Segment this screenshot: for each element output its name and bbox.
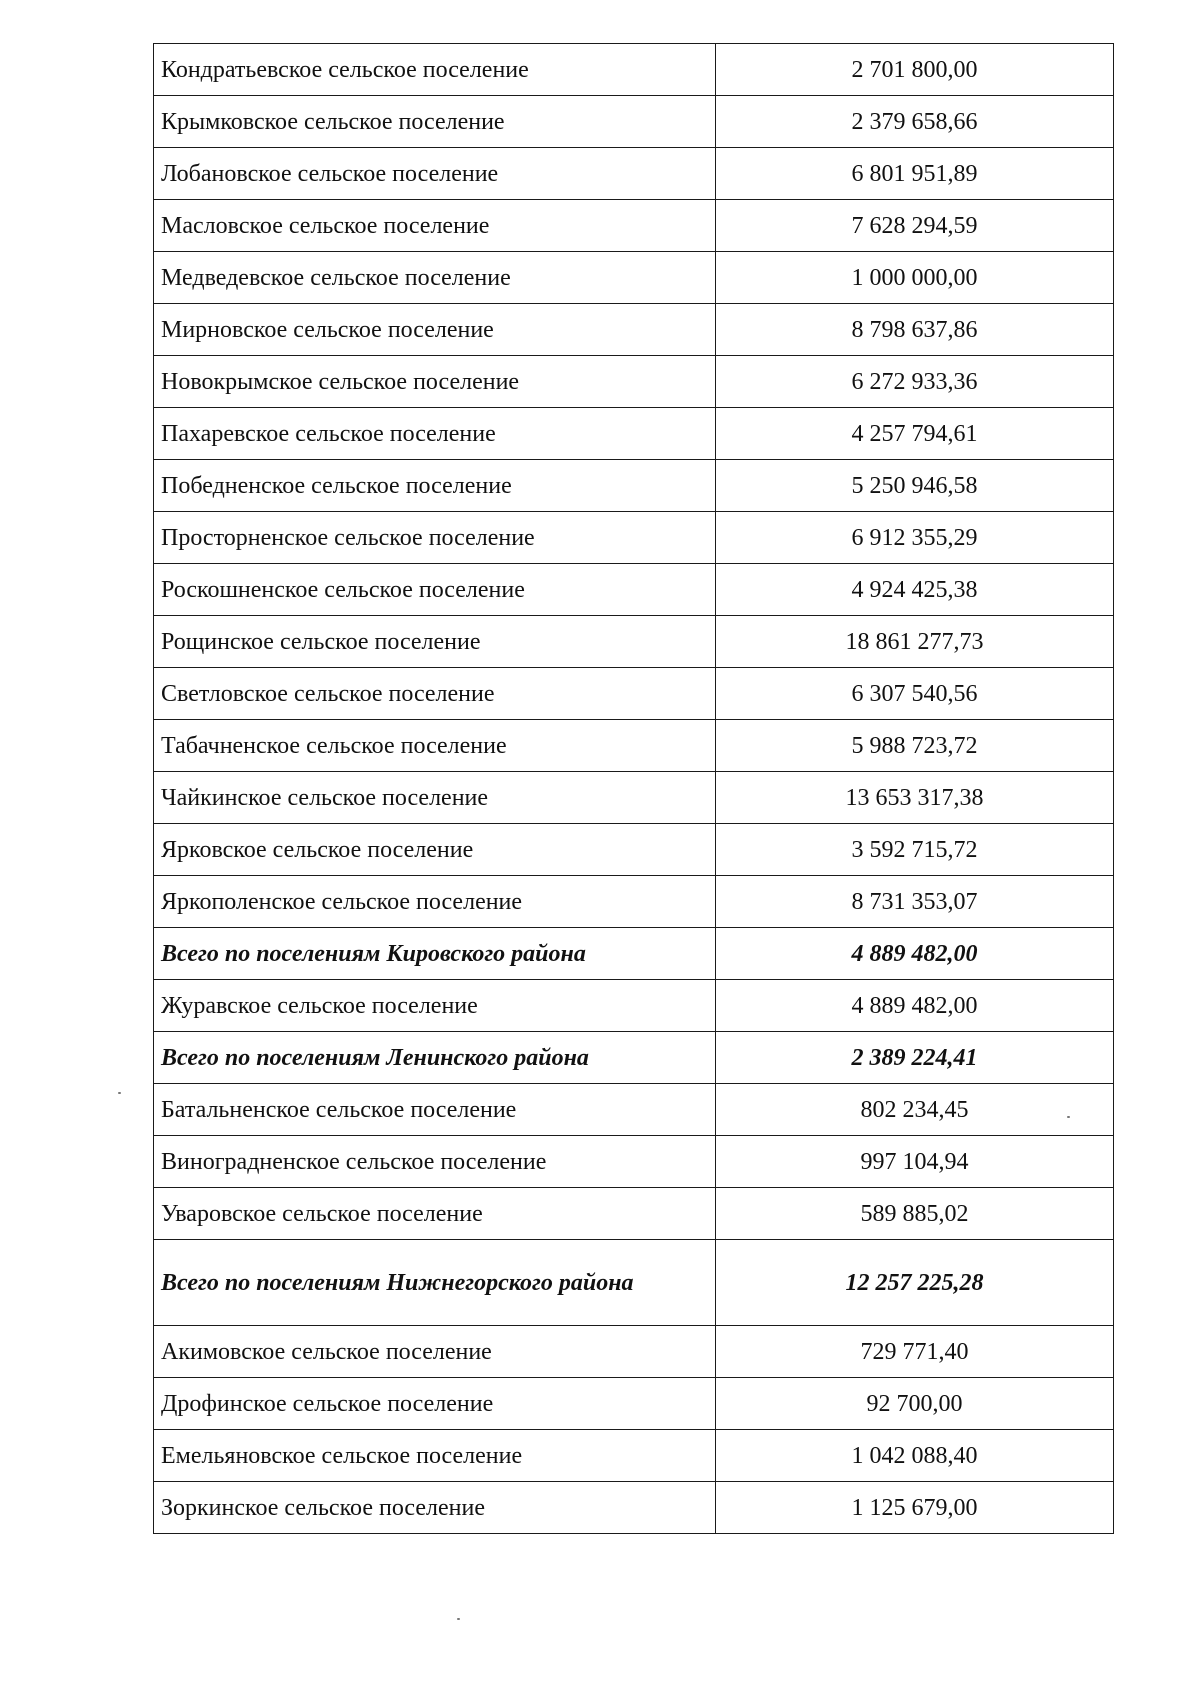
table-row (154, 460, 1114, 512)
settlement-name: Просторненское сельское поселение (154, 512, 716, 564)
settlement-name: Крымковское сельское поселение (154, 96, 716, 148)
settlement-name: Батальненское сельское поселение (154, 1084, 716, 1136)
amount-value: 7 628 294,59 (716, 200, 1114, 252)
amount-value: 997 104,94 (716, 1136, 1114, 1188)
table-row (154, 96, 1114, 148)
settlement-name: Масловское сельское поселение (154, 200, 716, 252)
amount-value: 1 000 000,00 (716, 252, 1114, 304)
settlement-name: Виноградненское сельское поселение (154, 1136, 716, 1188)
settlement-name: Журавское сельское поселение (154, 980, 716, 1032)
scan-speck (1067, 1116, 1070, 1118)
table-row (154, 1188, 1114, 1240)
amount-value: 802 234,45 (716, 1084, 1114, 1136)
subtotal-amount: 2 389 224,41 (716, 1032, 1114, 1084)
table-row (154, 44, 1114, 96)
table-row (154, 1136, 1114, 1188)
settlement-name: Лобановское сельское поселение (154, 148, 716, 200)
amount-value: 2 379 658,66 (716, 96, 1114, 148)
table-row (154, 252, 1114, 304)
table-row (154, 564, 1114, 616)
amount-value: 92 700,00 (716, 1378, 1114, 1430)
table-row (154, 720, 1114, 772)
table-row (154, 616, 1114, 668)
amount-value: 5 250 946,58 (716, 460, 1114, 512)
settlement-name: Победненское сельское поселение (154, 460, 716, 512)
table-row (154, 304, 1114, 356)
amount-value: 6 272 933,36 (716, 356, 1114, 408)
table-row (154, 980, 1114, 1032)
table-body (154, 44, 1114, 1534)
subtotal-amount: 12 257 225,28 (716, 1240, 1114, 1326)
amount-value: 3 592 715,72 (716, 824, 1114, 876)
scan-speck (118, 1092, 121, 1094)
table-row (154, 668, 1114, 720)
subtotal-row-kirovsky (154, 928, 1114, 980)
table-row (154, 200, 1114, 252)
amount-value: 729 771,40 (716, 1326, 1114, 1378)
settlement-name: Ярковское сельское поселение (154, 824, 716, 876)
table-row (154, 356, 1114, 408)
scan-speck (457, 1618, 460, 1620)
table-row (154, 824, 1114, 876)
amount-value: 5 988 723,72 (716, 720, 1114, 772)
settlement-name: Табачненское сельское поселение (154, 720, 716, 772)
amount-value: 8 731 353,07 (716, 876, 1114, 928)
settlement-name: Рощинское сельское поселение (154, 616, 716, 668)
settlement-name: Медведевское сельское поселение (154, 252, 716, 304)
table-row (154, 148, 1114, 200)
settlement-name: Акимовское сельское поселение (154, 1326, 716, 1378)
amount-value: 6 912 355,29 (716, 512, 1114, 564)
settlements-budget-table (153, 43, 1114, 1534)
settlement-name: Уваровское сельское поселение (154, 1188, 716, 1240)
subtotal-row-leninsky (154, 1032, 1114, 1084)
amount-value: 589 885,02 (716, 1188, 1114, 1240)
amount-value: 4 889 482,00 (716, 980, 1114, 1032)
table-row (154, 1482, 1114, 1534)
amount-value: 4 924 425,38 (716, 564, 1114, 616)
amount-value: 1 042 088,40 (716, 1430, 1114, 1482)
amount-value: 6 801 951,89 (716, 148, 1114, 200)
settlement-name: Роскошненское сельское поселение (154, 564, 716, 616)
table-row (154, 876, 1114, 928)
amount-value: 1 125 679,00 (716, 1482, 1114, 1534)
settlement-name: Яркополенское сельское поселение (154, 876, 716, 928)
amount-value: 13 653 317,38 (716, 772, 1114, 824)
amount-value: 2 701 800,00 (716, 44, 1114, 96)
settlement-name: Зоркинское сельское поселение (154, 1482, 716, 1534)
table-row (154, 408, 1114, 460)
subtotal-amount: 4 889 482,00 (716, 928, 1114, 980)
table-row (154, 1326, 1114, 1378)
settlement-name: Светловское сельское поселение (154, 668, 716, 720)
table-row (154, 512, 1114, 564)
amount-value: 4 257 794,61 (716, 408, 1114, 460)
table-row (154, 1084, 1114, 1136)
table-row (154, 1430, 1114, 1482)
subtotal-label: Всего по поселениям Кировского района (154, 928, 716, 980)
table-row (154, 1378, 1114, 1430)
subtotal-label: Всего по поселениям Нижнегорского района (154, 1240, 716, 1326)
table-row (154, 772, 1114, 824)
settlement-name: Кондратьевское сельское поселение (154, 44, 716, 96)
amount-value: 6 307 540,56 (716, 668, 1114, 720)
settlement-name: Пахаревское сельское поселение (154, 408, 716, 460)
settlement-name: Новокрымское сельское поселение (154, 356, 716, 408)
amount-value: 8 798 637,86 (716, 304, 1114, 356)
settlement-name: Емельяновское сельское поселение (154, 1430, 716, 1482)
subtotal-label: Всего по поселениям Ленинского района (154, 1032, 716, 1084)
subtotal-row-nizhnegorsky (154, 1240, 1114, 1326)
settlement-name: Дрофинское сельское поселение (154, 1378, 716, 1430)
settlement-name: Чайкинское сельское поселение (154, 772, 716, 824)
settlement-name: Мирновское сельское поселение (154, 304, 716, 356)
amount-value: 18 861 277,73 (716, 616, 1114, 668)
